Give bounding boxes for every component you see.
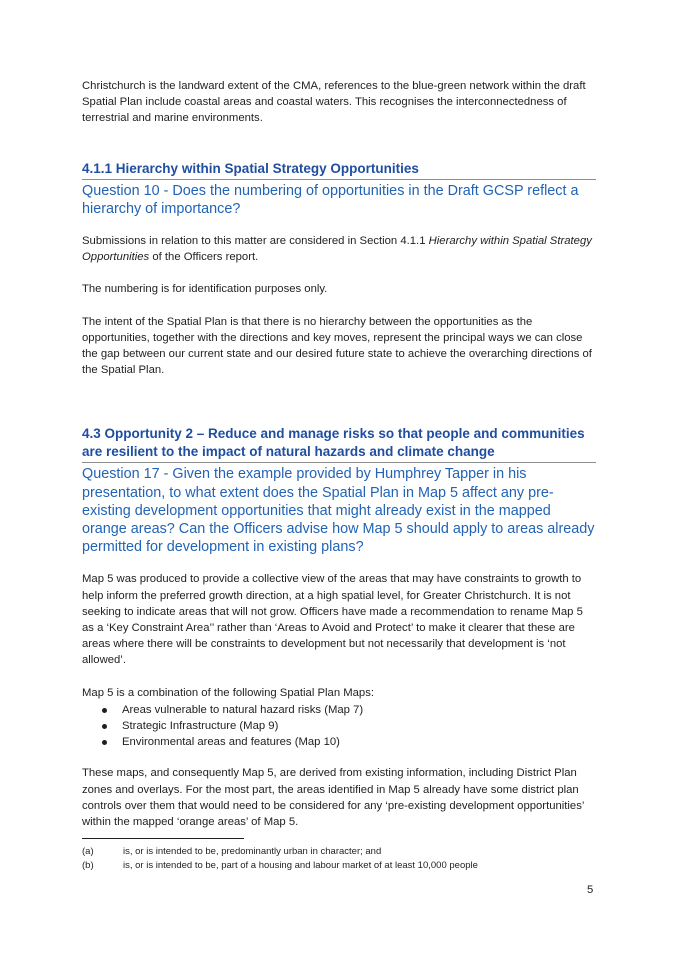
list-item bbox=[82, 702, 596, 718]
list-item-text: Areas vulnerable to natural hazard risks (Map 7) bbox=[122, 703, 364, 716]
submissions-text-italic: Hierarchy within Spatial Strategy Opportunities bbox=[82, 235, 592, 264]
footnote-divider bbox=[82, 838, 244, 839]
footnote-text: is, or is intended to be, part of a housing and labour market of at least 10,000 people bbox=[123, 860, 478, 871]
intent-paragraph: The intent of the Spatial Plan is that there is no hierarchy between the opportunities as the opportunities, together with the directions and key moves, represent the principal ways we can close the gap between our current state and our desired future state to achieve the overarching directions of the Spatial Plan. bbox=[82, 315, 592, 377]
list-item bbox=[82, 718, 596, 734]
list-item-text: Strategic Infrastructure (Map 9) bbox=[122, 720, 279, 733]
footnote bbox=[82, 846, 381, 858]
bullet-icon bbox=[102, 724, 107, 729]
map5-paragraph: Map 5 was produced to provide a collective view of the areas that may have constraints to growth to help inform the preferred growth direction, at a high spatial level, for Greater Christchurch. It is not seeking to indicate areas that will not grow. Officers have made a recommendation to rename Map 5 as a ‘Key Constraint Area’’ rather than ‘Areas to Avoid and Protect’ to make it clearer that these are areas where there will be constraints to development but not necessarily that development is ‘not allowed’. bbox=[82, 573, 583, 667]
list-item-text: Environmental areas and features (Map 10) bbox=[122, 736, 340, 749]
footnote-label: (a) bbox=[82, 846, 94, 857]
footnote-label: (b) bbox=[82, 860, 94, 871]
submissions-text-post: of the Officers report. bbox=[149, 251, 259, 264]
question-17: Question 17 - Given the example provided by Humphrey Tapper in his presentation, to what extent does the Spatial Plan in Map 5 affect any pre-existing development opportunities that might already exist in the mapped orange areas? Can the Officers advise how Map 5 should apply to areas already permitted for development in existing plans? bbox=[82, 466, 595, 556]
page-number: 5 bbox=[587, 884, 594, 896]
question-10: Question 10 - Does the numbering of opportunities in the Draft GCSP reflect a hierarchy of importance? bbox=[82, 182, 579, 217]
document-page bbox=[82, 78, 596, 830]
footnote bbox=[82, 860, 478, 872]
intro-paragraph: Christchurch is the landward extent of the CMA, references to the blue-green network within the draft Spatial Plan include coastal areas and coastal waters. This recognises the interconnectedness of terrestrial and marine environments. bbox=[82, 80, 586, 125]
submissions-paragraph bbox=[82, 233, 596, 265]
map-list bbox=[82, 702, 596, 751]
numbering-paragraph: The numbering is for identification purposes only. bbox=[82, 283, 328, 296]
section-heading-4-1-1: 4.1.1 Hierarchy within Spatial Strategy Opportunities bbox=[82, 160, 596, 180]
footnote-text: is, or is intended to be, predominantly urban in character; and bbox=[123, 846, 382, 857]
bullet-icon bbox=[102, 708, 107, 713]
combination-intro: Map 5 is a combination of the following Spatial Plan Maps: bbox=[82, 686, 374, 699]
bullet-icon bbox=[102, 740, 107, 745]
list-item bbox=[82, 734, 596, 750]
derived-paragraph: These maps, and consequently Map 5, are derived from existing information, including District Plan zones and overlays. For the most part, the areas identified in Map 5 already have some district plan controls over them that would need to be considered for any ‘pre-existing development opportunities’ within the mapped ‘orange areas’ of Map 5. bbox=[82, 767, 584, 829]
section-heading-4-3: 4.3 Opportunity 2 – Reduce and manage risks so that people and communities are resilient to the impact of natural hazards and climate change bbox=[82, 425, 596, 463]
submissions-text-pre: Submissions in relation to this matter are considered in Section 4.1.1 bbox=[82, 235, 429, 248]
